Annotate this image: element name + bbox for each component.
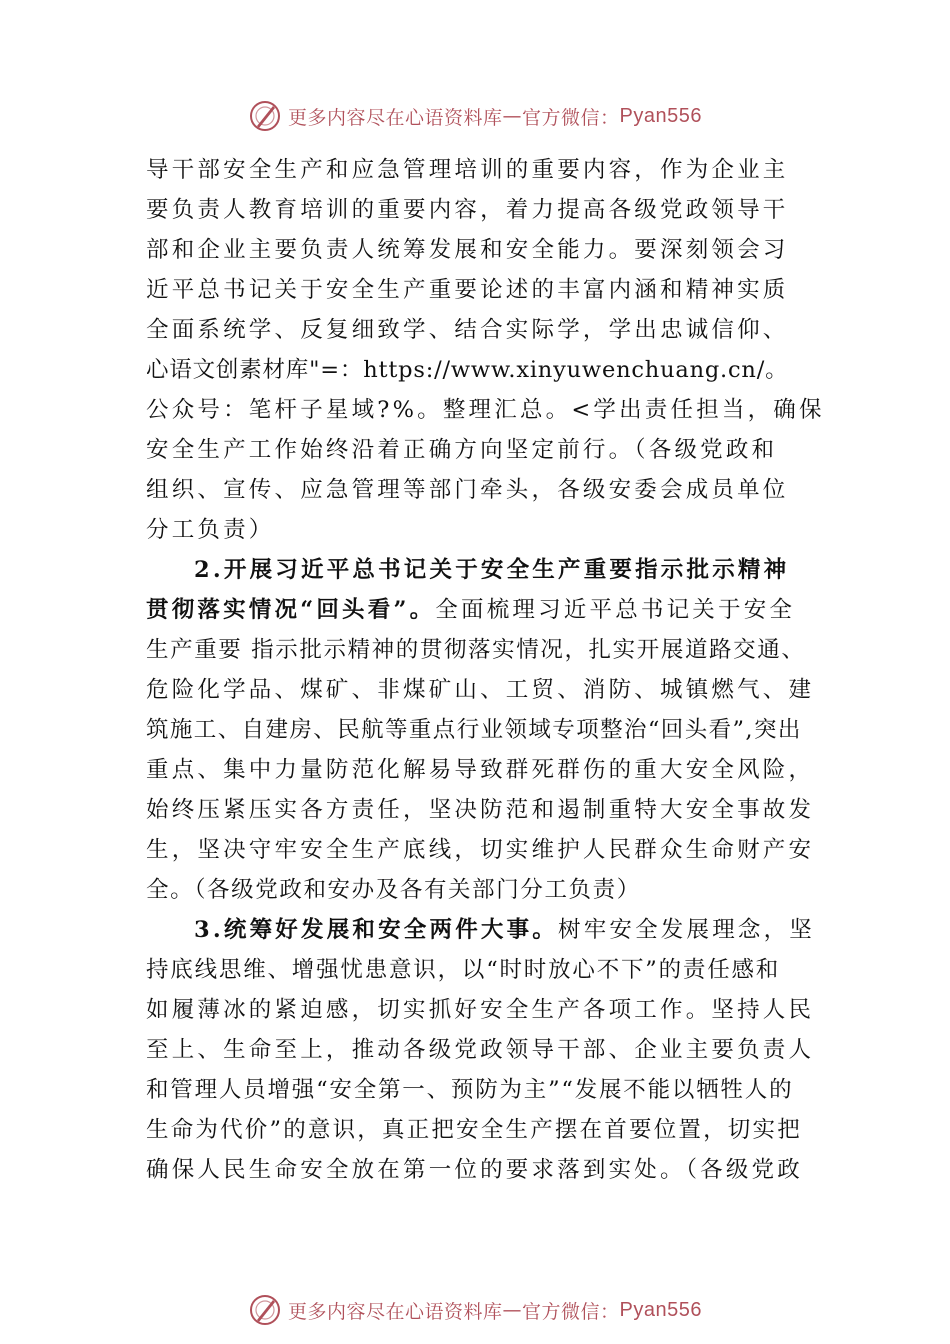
text-line: 筑施工、自建房、民航等重点行业领域专项整治“回头看”,突出 <box>146 717 802 743</box>
text-line: 持底线思维、增强忧患意识，以“时时放心不下”的责任感和 <box>146 957 781 983</box>
text-line: 全。（各级党政和安办及各有关部门分工负责） <box>146 877 641 903</box>
text-line: 如履薄冰的紧迫感，切实抓好安全生产各项工作。坚持人民 <box>146 997 815 1023</box>
text-line: 始终压紧压实各方责任，坚决防范和遏制重特大安全事故发 <box>146 797 815 823</box>
header-text: 更多内容尽在心语资料库 <box>288 106 503 129</box>
text-line: 生，坚决守牢安全生产底线，切实维护人民群众生命财产安 <box>146 837 815 863</box>
paragraph-1 <box>146 150 826 550</box>
header-separator: — <box>502 105 523 127</box>
text-line: 组织、宣传、应急管理等部门牵头，各级安委会成员单位 <box>146 477 789 503</box>
text-line: 全面系统学、反复细致学、结合实际学，学出忠诚信仰、 <box>146 317 789 343</box>
header-watermark <box>0 96 950 136</box>
paragraph-3-text: 树牢安全发展理念，坚 <box>558 917 816 943</box>
text-line: 心语文创素材库"=：https://www.xinyuwenchuang.cn/。 <box>146 357 789 383</box>
text-line: 近平总书记关于安全生产重要论述的丰富内涵和精神实质 <box>146 277 789 303</box>
paragraph-3-heading: 3.统筹好发展和安全两件大事。 <box>194 917 558 943</box>
text-line <box>146 590 826 630</box>
footer-wechat-label: 官方微信： <box>522 1300 620 1323</box>
text-line: 危险化学品、煤矿、非煤矿山、工贸、消防、城镇燃气、建 <box>146 677 815 703</box>
text-line: 部和企业主要负责人统筹发展和安全能力。要深刻领会习 <box>146 237 789 263</box>
header-wechat-label: 官方微信： <box>522 106 620 129</box>
text-line: 公众号：笔杆子星域?%。整理汇总。<学出责任担当，确保 <box>146 397 825 423</box>
text-line: 重点、集中力量防范化解易导致群死群伤的重大安全风险， <box>146 757 815 783</box>
paragraph-2-heading: 2.开展习近平总书记关于安全生产重要指示批示精神 <box>194 557 790 583</box>
text-line: 分工负责） <box>146 517 275 543</box>
footer-text: 更多内容尽在心语资料库 <box>288 1300 503 1323</box>
header-wechat-id: Pyan556 <box>619 104 702 127</box>
paragraph-3 <box>146 910 826 1190</box>
document-body <box>146 150 826 1190</box>
paragraph-2-heading-cont: 贯彻落实情况“回头看”。 <box>146 597 436 623</box>
paragraph-2 <box>146 550 826 910</box>
text-line: 确保人民生命安全放在第一位的要求落到实处。（各级党政 <box>146 1157 803 1183</box>
footer-wechat-id: Pyan556 <box>619 1298 702 1321</box>
text-line: 要负责人教育培训的重要内容，着力提高各级党政领导干 <box>146 197 789 223</box>
text-line <box>146 910 826 950</box>
text-line: 至上、生命至上，推动各级党政领导干部、企业主要负责人 <box>146 1037 815 1063</box>
text-line: 生产重要 指示批示精神的贯彻落实情况，扎实开展道路交通、 <box>146 637 806 663</box>
footer-separator: — <box>502 1299 523 1321</box>
text-line: 和管理人员增强“安全第一、预防为主”“发展不能以牺牲人的 <box>146 1077 794 1103</box>
text-line: 安全生产工作始终沿着正确方向坚定前行。（各级党政和 <box>146 437 778 463</box>
footer-watermark <box>0 1290 950 1330</box>
paragraph-2-text: 全面梳理习近平总书记关于安全 <box>435 597 796 623</box>
brush-logo-icon <box>248 99 282 133</box>
text-line: 导干部安全生产和应急管理培训的重要内容，作为企业主 <box>146 157 789 183</box>
text-line: 生命为代价”的意识，真正把安全生产摆在首要位置，切实把 <box>146 1117 802 1143</box>
brush-logo-icon <box>248 1293 282 1327</box>
